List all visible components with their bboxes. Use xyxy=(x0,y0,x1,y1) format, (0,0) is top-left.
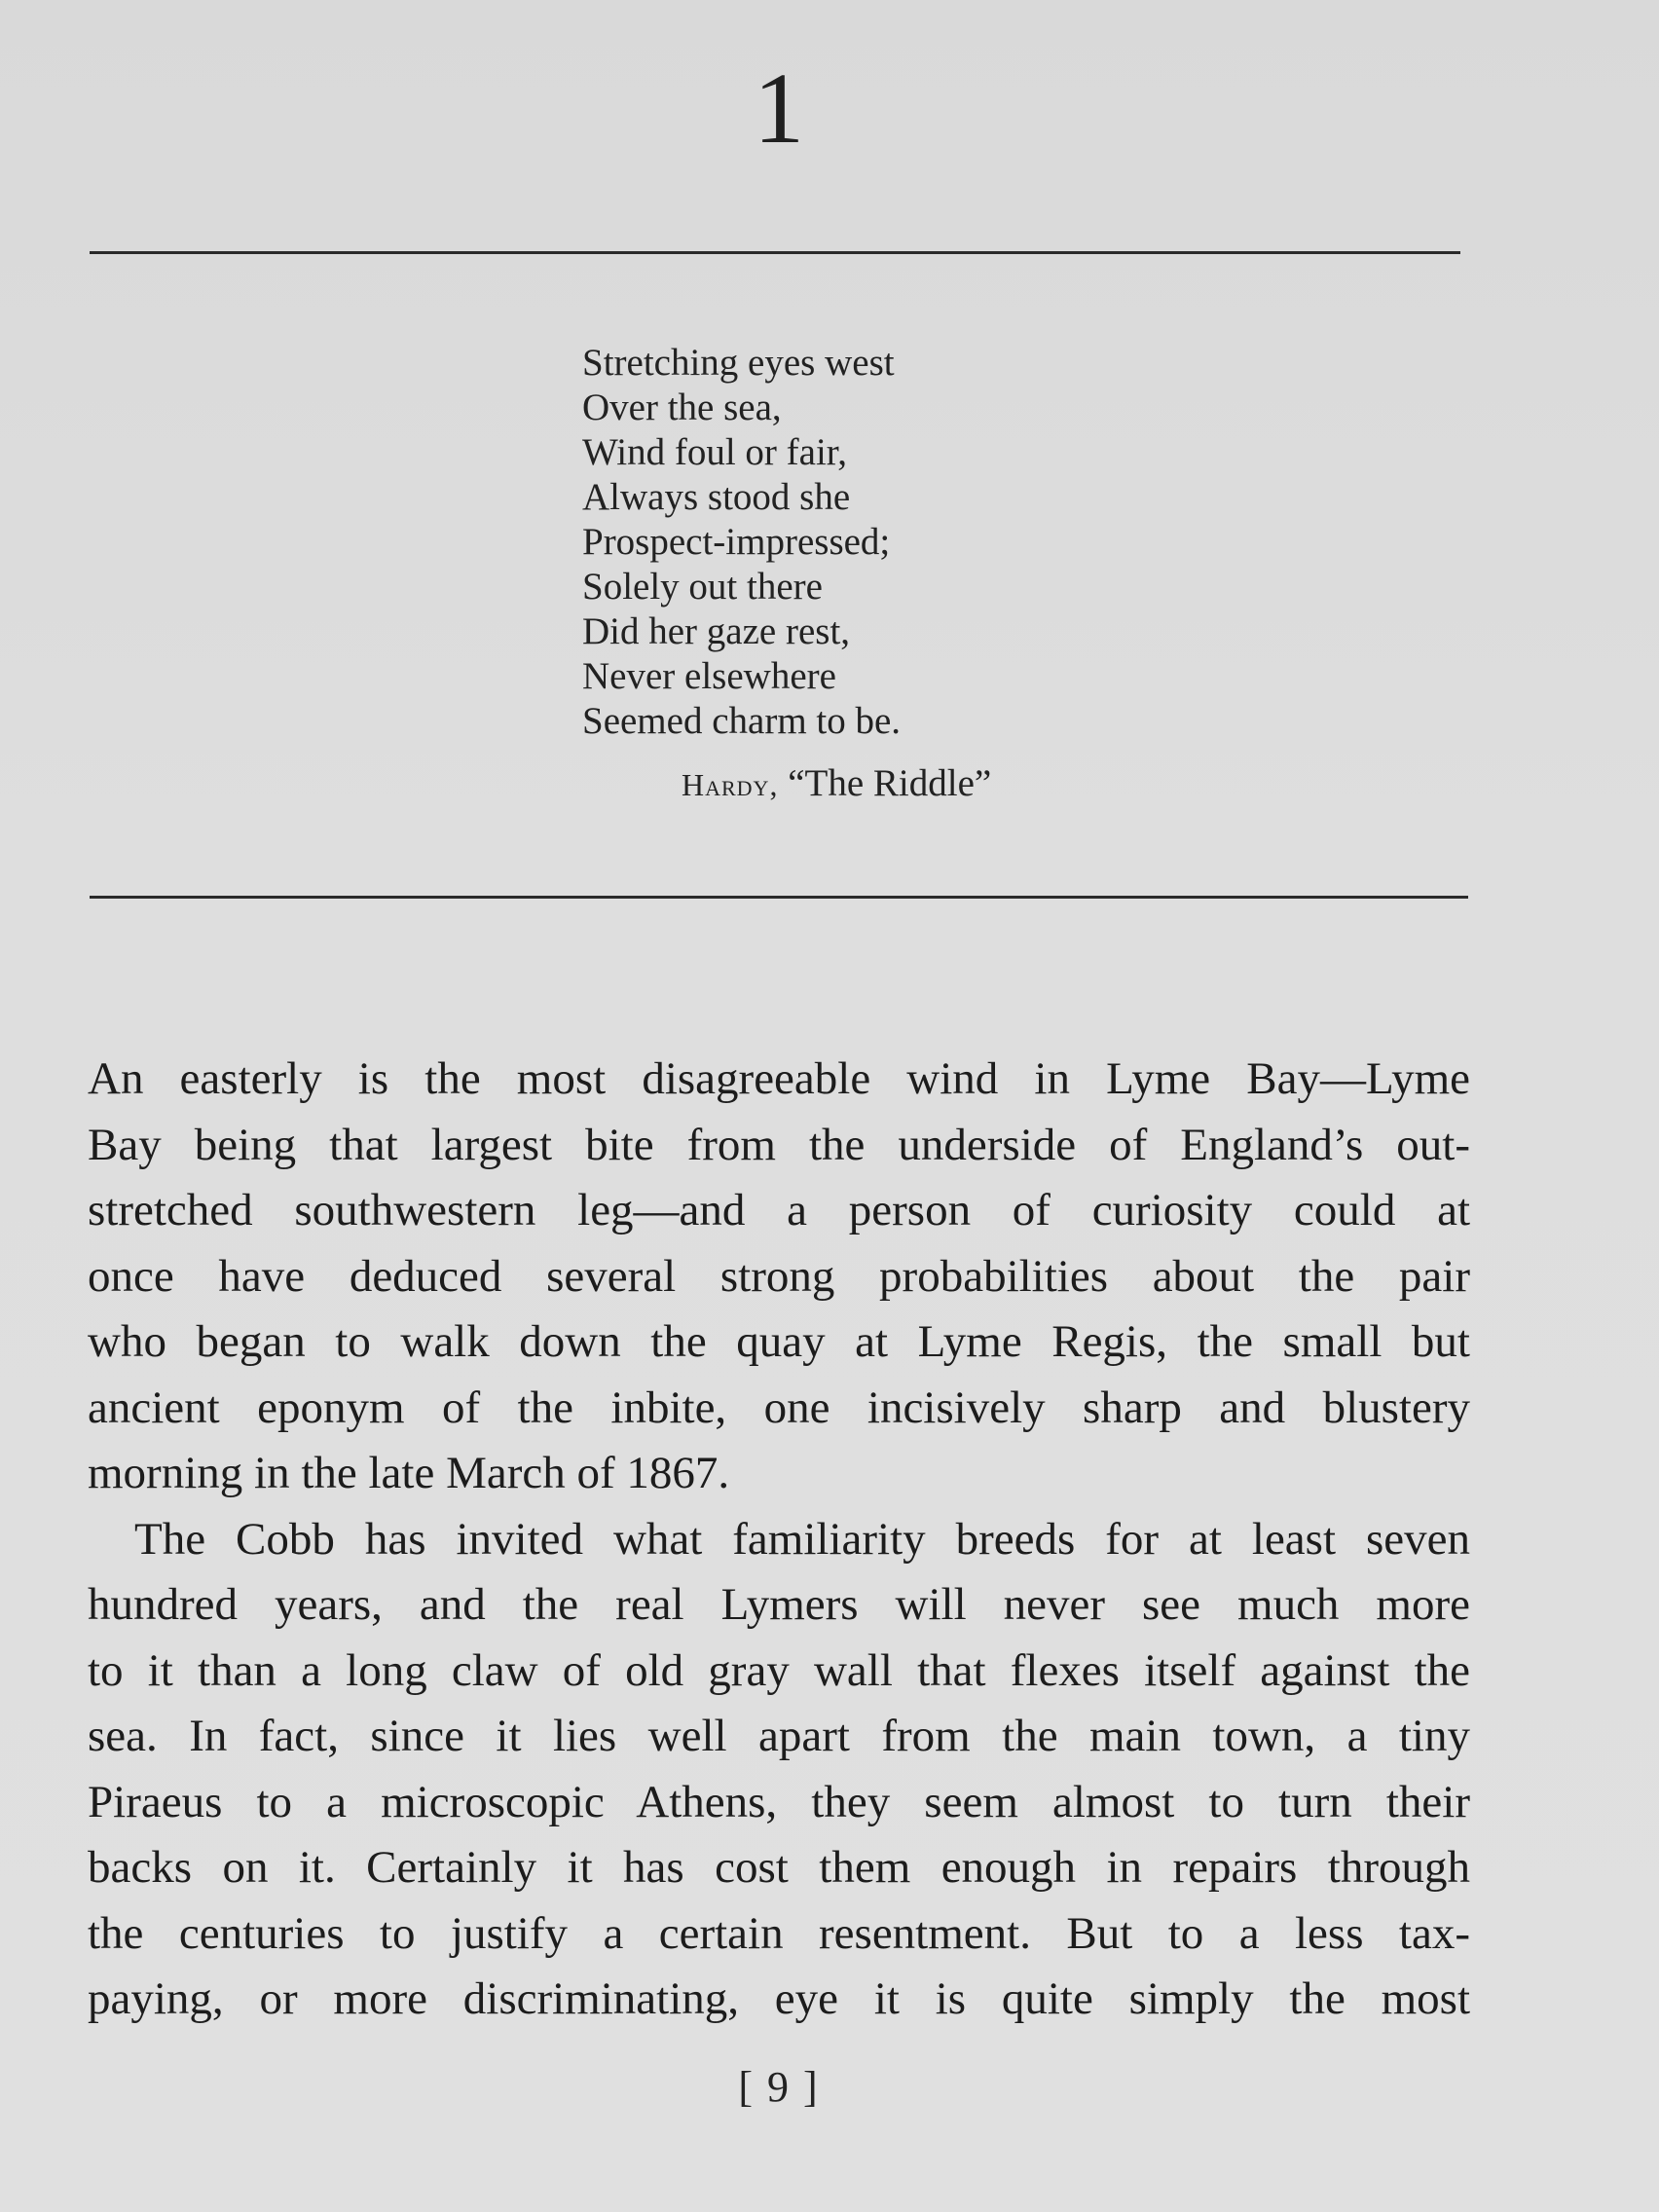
text-line: stretched southwestern leg—and a person of curiosity could at xyxy=(88,1185,1470,1235)
page-number: [ 9 ] xyxy=(738,2063,820,2111)
epigraph-top-rule xyxy=(90,251,1460,254)
chapter-body xyxy=(88,1047,1470,2033)
epigraph-line: Stretching eyes west xyxy=(582,342,895,384)
text-line: paying, or more discriminating, eye it is quite simply the most xyxy=(88,1973,1470,2024)
epigraph-author: Hardy, xyxy=(682,767,779,802)
epigraph xyxy=(582,341,901,744)
text-line: An easterly is the most disagreeable wind in Lyme Bay—Lyme xyxy=(88,1053,1470,1104)
text-line: Bay being that largest bite from the underside of England’s out- xyxy=(88,1119,1470,1170)
epigraph-bottom-rule xyxy=(90,896,1468,899)
text-line: morning in the late March of 1867. xyxy=(88,1448,730,1498)
epigraph-line: Prospect-impressed; xyxy=(582,521,891,563)
text-line: The Cobb has invited what familiarity breeds for at least seven xyxy=(134,1513,1470,1565)
epigraph-attribution xyxy=(682,761,991,805)
epigraph-line: Always stood she xyxy=(582,476,851,518)
text-line: backs on it. Certainly it has cost them enough in repairs through xyxy=(88,1842,1470,1893)
chapter-number: 1 xyxy=(754,53,804,165)
epigraph-line: Solely out there xyxy=(582,566,823,608)
text-line: to it than a long claw of old gray wall that flexes itself against the xyxy=(88,1644,1470,1696)
epigraph-line: Over the sea, xyxy=(582,387,782,428)
text-line: sea. In fact, since it lies well apart from the main town, a tiny xyxy=(88,1711,1470,1761)
epigraph-line: Never elsewhere xyxy=(582,655,836,697)
epigraph-source: “The Riddle” xyxy=(788,762,992,804)
text-line: the centuries to justify a certain resentment. But to a less tax- xyxy=(88,1907,1470,1959)
epigraph-line: Did her gaze rest, xyxy=(582,610,851,652)
text-line: ancient eponym of the inbite, one incisively sharp and blustery xyxy=(88,1382,1470,1433)
text-line: hundred years, and the real Lymers will never see much more xyxy=(88,1579,1470,1630)
paragraph-1 xyxy=(88,1047,1470,1507)
text-line: Piraeus to a microscopic Athens, they seem almost to turn their xyxy=(88,1776,1470,1827)
epigraph-line: Wind foul or fair, xyxy=(582,431,847,473)
paragraph-2 xyxy=(88,1507,1470,2033)
text-line: who began to walk down the quay at Lyme Regis, the small but xyxy=(88,1316,1470,1367)
text-line: once have deduced several strong probabilities about the pair xyxy=(88,1250,1470,1302)
epigraph-line: Seemed charm to be. xyxy=(582,700,902,742)
